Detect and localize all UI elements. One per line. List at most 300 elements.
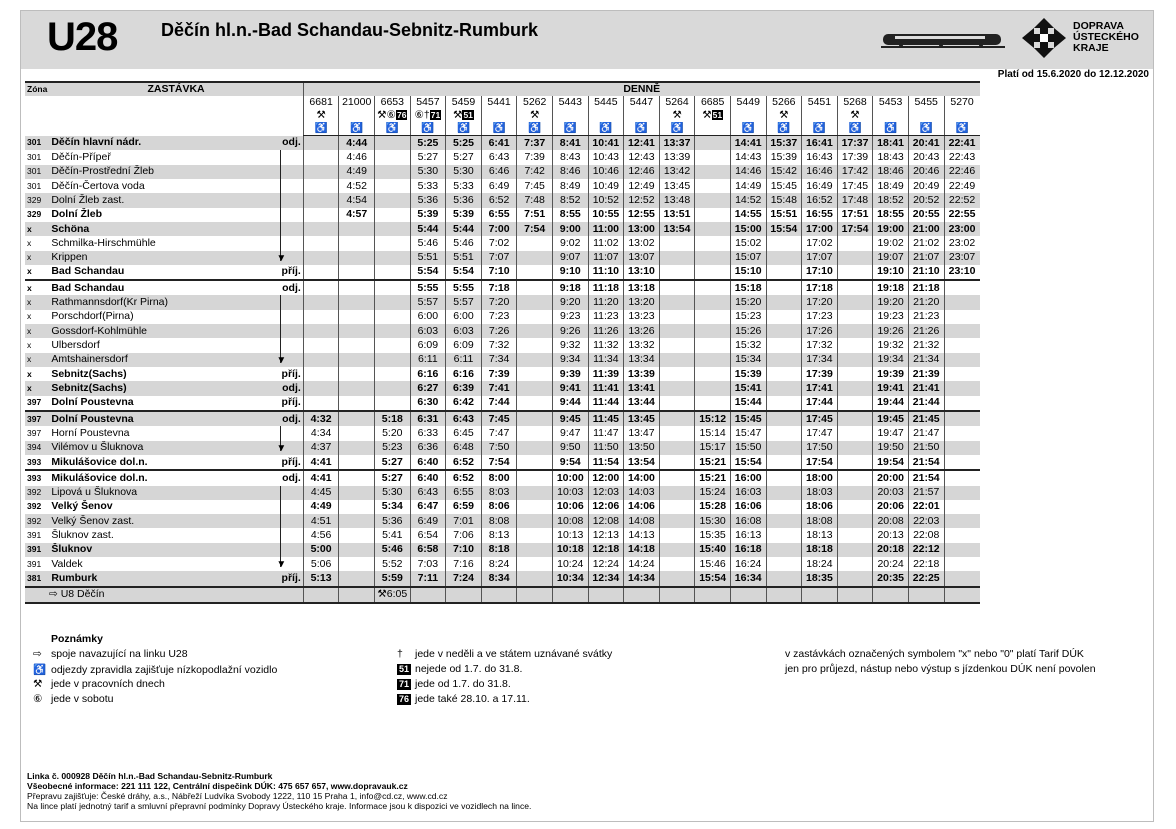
time-cell <box>339 324 375 338</box>
time-cell: 17:45 <box>837 179 873 193</box>
time-cell <box>766 543 802 557</box>
time-cell: 21:10 <box>908 265 944 280</box>
connection-time <box>339 587 375 603</box>
time-cell: 19:20 <box>873 295 909 309</box>
time-cell <box>837 338 873 352</box>
time-cell <box>837 353 873 367</box>
tag-label: odj. <box>282 281 301 294</box>
time-cell: 19:47 <box>873 426 909 440</box>
time-cell: 12:00 <box>588 470 624 485</box>
time-cell: 15:18 <box>730 280 766 295</box>
time-cell: 17:47 <box>802 426 838 440</box>
time-cell: 21:07 <box>908 251 944 265</box>
wheelchair-icon: ♿ <box>446 122 482 136</box>
time-cell: 18:24 <box>802 557 838 571</box>
down-arrow-icon: ▼ <box>276 252 287 264</box>
stop-row <box>25 193 980 207</box>
note-symbol: ⇨ <box>33 648 42 660</box>
time-cell: 15:12 <box>695 411 731 426</box>
arrival-departure-tag <box>273 528 303 542</box>
time-cell: 15:40 <box>695 543 731 557</box>
time-cell <box>766 338 802 352</box>
time-cell: 6:58 <box>410 543 446 557</box>
time-cell: 6:16 <box>446 367 482 381</box>
train-number: 5447 <box>624 96 660 109</box>
time-cell: 6:03 <box>446 324 482 338</box>
time-cell <box>695 179 731 193</box>
connection-time <box>873 587 909 603</box>
zone-code: 393 <box>25 470 49 485</box>
time-cell: 20:03 <box>873 486 909 500</box>
time-cell: 14:24 <box>624 557 660 571</box>
time-cell: 17:02 <box>802 236 838 250</box>
time-cell <box>375 236 411 250</box>
time-cell <box>944 441 980 455</box>
legend-note <box>397 693 530 705</box>
time-cell <box>375 381 411 395</box>
tag-label: příj. <box>281 572 301 585</box>
blank-cell <box>25 96 303 136</box>
time-cell: 21:54 <box>908 455 944 470</box>
footer-tariff: Na lince platí jednotný tarif a smluvní přepravní podmínky Dopravy Ústeckého kraje. Informace jsou k dispozici ve vozidlech na lince. <box>27 801 532 811</box>
time-cell <box>766 455 802 470</box>
notes-title: Poznámky <box>51 633 103 645</box>
time-cell: 15:30 <box>695 514 731 528</box>
time-cell <box>837 470 873 485</box>
stop-name: Šluknov <box>49 543 273 557</box>
time-cell: 5:46 <box>410 236 446 250</box>
time-cell: 12:49 <box>624 179 660 193</box>
time-cell: 13:39 <box>624 367 660 381</box>
route-line <box>280 426 281 440</box>
time-cell: 16:43 <box>802 150 838 164</box>
time-cell: 4:45 <box>303 486 339 500</box>
stop-name: Velký Šenov zast. <box>49 514 273 528</box>
time-cell <box>303 295 339 309</box>
stop-row <box>25 470 980 485</box>
time-cell: 19:18 <box>873 280 909 295</box>
time-cell: 17:44 <box>802 396 838 411</box>
note-text: odjezdy zpravidla zajišťuje nízkopodlažní vozidlo <box>51 664 278 676</box>
time-cell: 6:52 <box>446 455 482 470</box>
zone-code: 397 <box>25 411 49 426</box>
time-cell: 11:02 <box>588 236 624 250</box>
time-cell <box>659 543 695 557</box>
time-cell: 6:59 <box>446 500 482 514</box>
stop-row <box>25 251 980 265</box>
time-cell <box>339 571 375 586</box>
time-cell: 15:00 <box>730 222 766 236</box>
time-cell: 21:18 <box>908 280 944 295</box>
train-notes <box>481 109 517 122</box>
time-cell: 13:02 <box>624 236 660 250</box>
time-cell: 10:34 <box>552 571 588 586</box>
note-text: spoje navazující na linku U28 <box>51 648 188 660</box>
stop-name: Amtshainersdorf <box>49 353 273 367</box>
time-cell <box>837 251 873 265</box>
train-notes <box>908 109 944 122</box>
time-cell <box>375 265 411 280</box>
time-cell: 5:54 <box>410 265 446 280</box>
time-cell <box>659 411 695 426</box>
time-cell: 8:34 <box>481 571 517 586</box>
time-cell <box>837 486 873 500</box>
time-cell: 15:20 <box>730 295 766 309</box>
time-cell <box>517 557 553 571</box>
time-cell <box>695 208 731 222</box>
time-cell: 5:27 <box>410 150 446 164</box>
time-cell <box>517 514 553 528</box>
time-cell: 16:13 <box>730 528 766 542</box>
time-cell: 19:02 <box>873 236 909 250</box>
tariff-note <box>785 663 1096 675</box>
time-cell: 17:39 <box>802 367 838 381</box>
route-line <box>280 310 281 324</box>
time-cell: 18:55 <box>873 208 909 222</box>
header-row <box>25 82 980 96</box>
time-cell <box>517 411 553 426</box>
time-cell: 7:06 <box>446 528 482 542</box>
connection-time <box>446 587 482 603</box>
time-cell: 18:03 <box>802 486 838 500</box>
time-cell <box>339 543 375 557</box>
time-cell: 5:33 <box>446 179 482 193</box>
stop-row <box>25 295 980 309</box>
time-cell: 17:39 <box>837 150 873 164</box>
time-cell: 6:40 <box>410 455 446 470</box>
time-cell <box>837 426 873 440</box>
time-cell <box>766 353 802 367</box>
time-cell: 5:52 <box>375 557 411 571</box>
time-cell <box>944 381 980 395</box>
time-cell: 21:00 <box>908 222 944 236</box>
time-cell <box>659 381 695 395</box>
time-cell <box>517 470 553 485</box>
note-text: jede v sobotu <box>51 693 114 705</box>
time-cell <box>695 324 731 338</box>
stop-row <box>25 222 980 236</box>
time-cell: 19:32 <box>873 338 909 352</box>
time-cell: 10:18 <box>552 543 588 557</box>
time-cell <box>517 486 553 500</box>
stop-row <box>25 543 980 557</box>
time-cell: 5:30 <box>446 165 482 179</box>
arrival-departure-tag <box>273 543 303 557</box>
route-line <box>280 500 281 514</box>
time-cell <box>944 486 980 500</box>
time-cell: 13:23 <box>624 310 660 324</box>
time-cell: 20:52 <box>908 193 944 207</box>
time-cell <box>695 193 731 207</box>
zone-code: 392 <box>25 514 49 528</box>
time-cell: 14:49 <box>730 179 766 193</box>
time-cell: 6:43 <box>481 150 517 164</box>
tag-label: příj. <box>281 455 301 468</box>
time-cell: 13:48 <box>659 193 695 207</box>
time-cell <box>303 165 339 179</box>
time-cell: 15:47 <box>730 426 766 440</box>
time-cell <box>339 236 375 250</box>
time-cell: 16:08 <box>730 514 766 528</box>
time-cell <box>837 324 873 338</box>
arrival-departure-tag <box>273 500 303 514</box>
connection-time <box>481 587 517 603</box>
time-cell <box>837 381 873 395</box>
stop-row <box>25 500 980 514</box>
arrival-departure-tag <box>273 441 303 455</box>
legend-note <box>33 678 165 690</box>
time-cell: 20:00 <box>873 470 909 485</box>
time-cell: 5:00 <box>303 543 339 557</box>
time-cell: 9:26 <box>552 324 588 338</box>
train-number: 5262 <box>517 96 553 109</box>
time-cell <box>517 353 553 367</box>
time-cell: 10:13 <box>552 528 588 542</box>
time-cell: 20:55 <box>908 208 944 222</box>
time-cell: 10:00 <box>552 470 588 485</box>
time-cell: 15:26 <box>730 324 766 338</box>
time-cell: 9:23 <box>552 310 588 324</box>
time-cell <box>659 367 695 381</box>
time-cell <box>766 251 802 265</box>
time-cell: 22:41 <box>944 136 980 151</box>
zone-code: x <box>27 237 32 248</box>
time-cell <box>659 396 695 411</box>
time-cell <box>659 251 695 265</box>
train-notes <box>588 109 624 122</box>
time-cell: 4:56 <box>303 528 339 542</box>
stop-row <box>25 208 980 222</box>
time-cell: 11:47 <box>588 426 624 440</box>
time-cell: 15:50 <box>730 441 766 455</box>
service-day-icon: ⚒ <box>672 109 682 121</box>
time-cell: 12:43 <box>624 150 660 164</box>
time-cell: 7:39 <box>481 367 517 381</box>
arrival-departure-tag <box>273 426 303 440</box>
time-cell: 10:41 <box>588 136 624 151</box>
time-cell: 15:17 <box>695 441 731 455</box>
time-cell <box>339 381 375 395</box>
train-notes <box>944 109 980 122</box>
zone-code: x <box>27 340 32 351</box>
time-cell: 19:10 <box>873 265 909 280</box>
stop-name: Děčín hlavní nádr. <box>49 136 273 151</box>
time-cell: 21:54 <box>908 470 944 485</box>
time-cell: 7:02 <box>481 236 517 250</box>
stop-name: Dolní Žleb zast. <box>49 193 273 207</box>
time-cell: 10:08 <box>552 514 588 528</box>
time-cell <box>944 470 980 485</box>
time-cell: 7:34 <box>481 353 517 367</box>
train-number: 5451 <box>802 96 838 109</box>
connection-time <box>908 587 944 603</box>
time-cell: 6:49 <box>481 179 517 193</box>
time-cell: 14:06 <box>624 500 660 514</box>
time-cell: 23:07 <box>944 251 980 265</box>
train-notes <box>410 109 446 122</box>
time-cell: 21:50 <box>908 441 944 455</box>
time-cell: 22:46 <box>944 165 980 179</box>
route-line <box>280 208 281 222</box>
zone-code: 397 <box>27 397 42 408</box>
time-cell <box>517 455 553 470</box>
time-cell <box>375 208 411 222</box>
time-cell <box>339 338 375 352</box>
validity-text: Platí od 15.6.2020 do 12.12.2020 <box>997 69 1149 80</box>
time-cell: 5:36 <box>375 514 411 528</box>
time-cell: 22:03 <box>908 514 944 528</box>
time-cell: 12:13 <box>588 528 624 542</box>
time-cell <box>837 455 873 470</box>
time-cell: 4:34 <box>303 426 339 440</box>
wheelchair-icon: ♿ <box>303 122 339 136</box>
note-text: nejede od 1.7. do 31.8. <box>415 663 523 675</box>
time-cell <box>837 265 873 280</box>
time-cell: 13:37 <box>659 136 695 151</box>
time-cell <box>695 150 731 164</box>
time-cell: 23:10 <box>944 265 980 280</box>
time-cell: 13:39 <box>659 150 695 164</box>
footer <box>27 771 531 811</box>
time-cell: 9:20 <box>552 295 588 309</box>
time-cell: 13:45 <box>659 179 695 193</box>
time-cell <box>695 338 731 352</box>
stop-name: Šluknov zast. <box>51 529 114 542</box>
time-cell: 17:07 <box>802 251 838 265</box>
time-cell: 6:49 <box>410 514 446 528</box>
stop-name: Sebnitz(Sachs) <box>49 381 273 395</box>
connection-time <box>303 587 339 603</box>
connection-time <box>410 587 446 603</box>
time-cell: 16:18 <box>730 543 766 557</box>
time-cell <box>766 367 802 381</box>
time-cell: 5:13 <box>303 571 339 586</box>
time-cell: 15:39 <box>766 150 802 164</box>
time-cell: 20:43 <box>908 150 944 164</box>
time-cell <box>837 543 873 557</box>
time-cell <box>517 338 553 352</box>
connection-label: ⇨ U8 Děčín <box>25 587 303 603</box>
route-line <box>280 150 281 164</box>
time-cell: 5:41 <box>375 528 411 542</box>
time-cell: 18:41 <box>873 136 909 151</box>
time-cell <box>303 236 339 250</box>
time-cell: 6:55 <box>446 486 482 500</box>
time-cell: 7:01 <box>446 514 482 528</box>
wheelchair-icon: ♿ <box>624 122 660 136</box>
route-title: Děčín hl.n.-Bad Schandau-Sebnitz-Rumburk <box>161 20 539 40</box>
zone-code: x <box>27 266 32 277</box>
time-cell <box>517 280 553 295</box>
time-cell: 6:03 <box>410 324 446 338</box>
time-cell <box>695 396 731 411</box>
time-cell <box>375 150 411 164</box>
time-cell <box>837 367 873 381</box>
stop-name: Valdek <box>51 557 83 570</box>
time-cell: 7:50 <box>481 441 517 455</box>
time-cell: 15:21 <box>695 455 731 470</box>
zone-code: 329 <box>25 193 49 207</box>
down-arrow-icon: ▼ <box>276 442 287 454</box>
note-text: jen pro průjezd, nástup nebo výstup s jízdenkou DÚK není povolen <box>785 663 1096 675</box>
time-cell: 14:13 <box>624 528 660 542</box>
restriction-code: 51 <box>399 664 410 674</box>
time-cell <box>303 136 339 151</box>
time-cell <box>766 310 802 324</box>
time-cell <box>303 222 339 236</box>
wheelchair-icon: ♿ <box>552 122 588 136</box>
time-cell: 20:41 <box>908 136 944 151</box>
arrival-departure-tag <box>273 193 303 207</box>
logo-text: DOPRAVA ÚSTECKÉHO KRAJE <box>1073 20 1139 54</box>
stop-name: Dolní Poustevna <box>49 411 273 426</box>
time-cell: 14:00 <box>624 470 660 485</box>
connection-time <box>766 587 802 603</box>
stop-name: Rumburk <box>49 571 273 586</box>
time-cell: 19:26 <box>873 324 909 338</box>
time-cell: 13:44 <box>624 396 660 411</box>
time-cell: 10:43 <box>588 150 624 164</box>
stop-name: Lipová u Šluknova <box>49 486 273 500</box>
connection-time <box>517 587 553 603</box>
time-cell: 7:47 <box>481 426 517 440</box>
time-cell: 14:18 <box>624 543 660 557</box>
restriction-code: 76 <box>396 110 407 120</box>
time-cell <box>766 295 802 309</box>
time-cell: 12:08 <box>588 514 624 528</box>
time-cell: 17:18 <box>802 280 838 295</box>
time-cell <box>303 396 339 411</box>
time-cell <box>375 367 411 381</box>
time-cell <box>766 528 802 542</box>
time-cell: 21:20 <box>908 295 944 309</box>
train-notes <box>446 109 482 122</box>
restriction-code: 51 <box>463 110 473 120</box>
stop-name: Mikulášovice dol.n. <box>51 455 148 468</box>
time-cell: 18:52 <box>873 193 909 207</box>
time-cell: 9:41 <box>552 381 588 395</box>
days-header: DENNĚ <box>303 82 979 96</box>
time-cell <box>517 367 553 381</box>
arrival-departure-tag <box>273 486 303 500</box>
time-cell: 11:34 <box>588 353 624 367</box>
time-cell: 9:07 <box>552 251 588 265</box>
time-cell: 4:41 <box>303 470 339 485</box>
stop-row <box>25 353 980 367</box>
note-symbol <box>397 693 415 705</box>
time-cell <box>766 557 802 571</box>
note-symbol: ♿ <box>33 664 47 676</box>
time-cell <box>695 222 731 236</box>
time-cell: 18:43 <box>873 150 909 164</box>
time-cell: 15:42 <box>766 165 802 179</box>
time-cell: 15:39 <box>730 367 766 381</box>
restriction-code: 76 <box>399 694 410 704</box>
time-cell: 11:20 <box>588 295 624 309</box>
route-line <box>280 528 281 542</box>
time-cell: 7:48 <box>517 193 553 207</box>
legend-note <box>397 678 511 690</box>
time-cell: 6:00 <box>446 310 482 324</box>
stop-row <box>25 280 980 295</box>
stop-row <box>25 367 980 381</box>
footer-line-info: Linka č. 000928 Děčín hl.n.-Bad Schandau-Sebnitz-Rumburk <box>27 771 273 781</box>
connection-time <box>588 587 624 603</box>
note-text: jede také 28.10. a 17.11. <box>415 693 530 705</box>
time-cell <box>517 500 553 514</box>
time-cell <box>517 310 553 324</box>
time-cell <box>837 411 873 426</box>
